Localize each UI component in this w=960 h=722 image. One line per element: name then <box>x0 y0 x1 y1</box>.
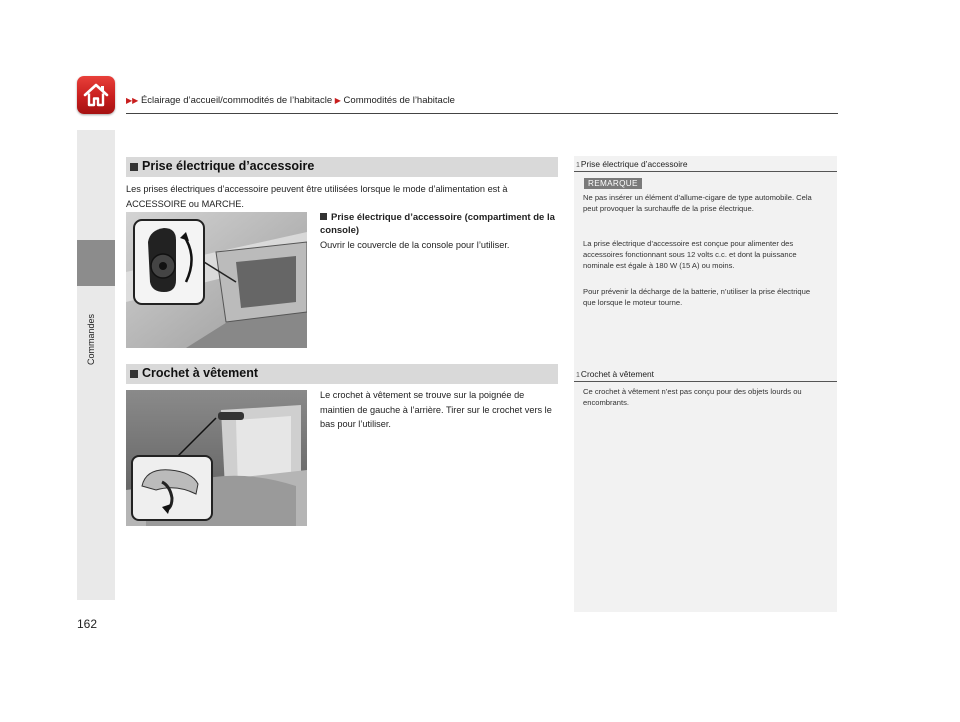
section2-text: Le crochet à vêtement se trouve sur la poignée de maintien de gauche à l’arrière. Tirer sur le crochet vers le bas pour l’utiliser. <box>320 390 552 429</box>
header-divider <box>126 113 838 114</box>
sidebar-strip <box>77 130 115 600</box>
home-button[interactable] <box>77 76 115 114</box>
note-title-prise <box>576 159 688 169</box>
section1-intro: Les prises électriques d’accessoire peuvent être utilisées lorsque le mode d’alimentation est à ACCESSOIRE ou MARCHE. <box>126 184 508 209</box>
section-header-prise <box>126 157 558 177</box>
page-number: 162 <box>77 617 98 631</box>
note-title-crochet <box>576 369 654 379</box>
sidebar-tab-commandes[interactable] <box>77 240 115 286</box>
note-title-text: Prise électrique d’accessoire <box>580 159 688 169</box>
breadcrumb-link-amenities[interactable]: Commodités de l’habitacle <box>343 95 455 106</box>
note-divider <box>574 171 837 172</box>
section1-instruction: Ouvrir le couvercle de la console pour l’utiliser. <box>320 240 510 250</box>
section-header-crochet <box>126 364 558 384</box>
note1-paragraph-2: La prise électrique d’accessoire est conçue pour alimenter des accessoires fonctionnant sous 12 volts c.c. et dont la puissance nominale est égale à 180 W (15 A) ou moins. <box>583 239 797 270</box>
breadcrumb <box>126 95 455 106</box>
note-title-text: Crochet à vêtement <box>580 369 654 379</box>
note-reference-icon: 1 <box>576 372 580 379</box>
breadcrumb-link-lighting[interactable]: Éclairage d’accueil/commodités de l’habitacle <box>140 95 333 106</box>
note2-paragraph-1: Ce crochet à vêtement n’est pas conçu pour des objets lourds ou encombrants. <box>583 387 802 407</box>
breadcrumb-arrow-icon: ▶ <box>334 96 341 105</box>
subheading-console-outlet <box>320 211 558 237</box>
remarque-badge: REMARQUE <box>584 178 642 189</box>
note-reference-icon: 1 <box>576 162 580 169</box>
section-title: Prise électrique d’accessoire <box>142 159 315 173</box>
subheading-text: Prise électrique d’accessoire (compartiment de la console) <box>320 212 555 236</box>
section-square-icon <box>130 370 138 378</box>
section-title: Crochet à vêtement <box>142 366 259 380</box>
breadcrumb-arrow-icon: ▶▶ <box>126 96 139 105</box>
section-square-icon <box>130 163 138 171</box>
note-divider <box>574 381 837 382</box>
sidebar-label: Commandes <box>86 313 96 365</box>
note1-paragraph-3: Pour prévenir la décharge de la batterie, n’utiliser la prise électrique que lorsque le moteur tourne. <box>583 287 811 307</box>
console-outlet-image <box>126 212 307 348</box>
home-icon <box>82 81 110 109</box>
note1-paragraph-1: Ne pas insérer un élément d’allume-cigare de type automobile. Cela peut provoquer la surchauffe de la prise électrique. <box>583 193 812 213</box>
subheading-square-icon <box>320 213 327 220</box>
notes-panel <box>574 156 837 612</box>
coat-hook-image <box>126 390 307 526</box>
